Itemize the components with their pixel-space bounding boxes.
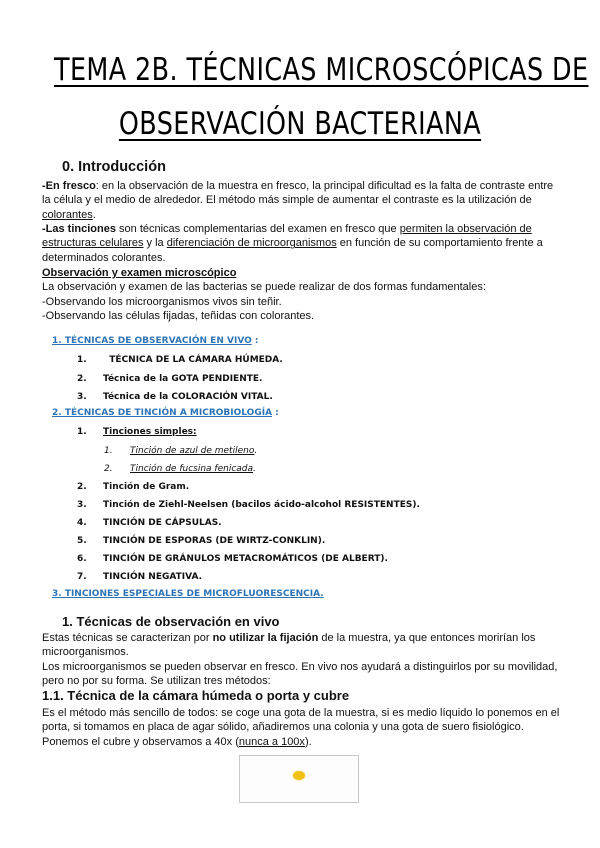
toc-item — [77, 536, 325, 546]
toc-section-1-colon: : — [251, 336, 259, 346]
toc-item-text: Técnica de la COLORACIÓN VITAL. — [103, 392, 273, 402]
section-1-p1b: no utilizar la fijación — [212, 632, 319, 644]
tinciones-text2: y la — [143, 237, 167, 250]
toc-item-number: 6. — [77, 554, 87, 564]
toc-item — [77, 392, 273, 402]
toc-item — [77, 554, 388, 564]
toc-item-text: Tinción de Ziehl-Neelsen (bacilos ácido-alcohol RESISTENTES). — [103, 500, 420, 510]
toc-item — [77, 427, 197, 437]
section-1-heading: 1. Técnicas de observación en vivo — [62, 614, 280, 629]
tinciones-label: -Las tinciones — [42, 223, 116, 235]
toc-item-text: TINCIÓN DE GRÁNULOS METACROMÁTICOS (DE ALBERT). — [103, 554, 388, 564]
toc-subitem — [104, 464, 256, 474]
toc-section-2-colon: : — [272, 408, 279, 418]
toc-item-number: 5. — [77, 536, 87, 546]
toc-subitem-text: Tinción de azul de metileno — [130, 446, 255, 456]
toc-item-number: 1. — [77, 355, 87, 365]
section-1-paragraph-2: Los microorganismos se pueden observar en fresco. En vivo nos ayudará a distinguirlos por su movilidad, pero no por su forma. Se utilizan tres métodos: — [42, 661, 558, 688]
toc-section-2-title: 2. TÉCNICAS DE TINCIÓN A MICROBIOLOGÍA — [52, 408, 273, 418]
tinciones-text1: son técnicas complementarias del examen en fresco que — [115, 223, 400, 235]
toc-subitem — [104, 446, 257, 456]
toc-item — [77, 482, 189, 492]
observacion-line2: -Observando los microorganismos vivos sin teñir. — [42, 295, 282, 308]
toc-subitem-end: . — [253, 464, 256, 474]
toc-item — [77, 572, 202, 582]
fresco-text: : en la observación de la muestra en fresco, la principal dificultad es la falta de contraste entre la célula y el medio de alrededor. El método más simple de aumentar el contraste es la utilización de — [42, 180, 554, 207]
toc-item — [77, 518, 222, 528]
section-1-p1a: Estas técnicas se caracterizan por — [42, 632, 213, 644]
page-title-line2: OBSERVACIÓN BACTERIANA — [118, 106, 482, 142]
toc-item-text: Tinciones simples: — [103, 427, 197, 437]
colorantes-link: colorantes — [42, 208, 93, 221]
page-title-line1: TEMA 2B. TÉCNICAS MICROSCÓPICAS DE — [54, 52, 589, 88]
section-1-paragraph-1 — [42, 631, 562, 660]
toc-item — [77, 374, 262, 384]
toc-subitem-text: Tinción de fucsina fenicada — [130, 464, 254, 474]
section-1-1-end: ). — [304, 735, 312, 748]
observacion-line1: La observación y examen de las bacterias se puede realizar de dos formas fundamentales: — [42, 281, 486, 294]
toc-item-number: 3. — [77, 500, 87, 510]
toc-item-text: TINCIÓN NEGATIVA. — [103, 572, 203, 582]
toc-item — [77, 500, 420, 510]
toc-item-number: 7. — [77, 572, 87, 582]
sample-drop-icon — [293, 771, 305, 780]
toc-section-3 — [52, 589, 324, 599]
nunca-100x-highlight: nunca a 100x — [238, 735, 305, 748]
toc-subitem-number: 1. — [104, 446, 113, 456]
toc-item-text: TINCIÓN DE ESPORAS (DE WIRTZ-CONKLIN). — [103, 536, 326, 546]
toc-section-3-title: 3. TINCIONES ESPECIALES DE MICROFLUORESCENCIA. — [52, 589, 324, 599]
fresco-label: -En fresco — [42, 180, 96, 192]
section-1-1-heading: 1.1. Técnica de la cámara húmeda o porta y cubre — [42, 688, 350, 703]
fresco-end: . — [92, 208, 96, 221]
toc-item-text: Técnica de la GOTA PENDIENTE. — [103, 374, 263, 384]
section-1-p1c: de la muestra, ya que entonces morirían los microorganismos. — [42, 632, 536, 659]
toc-item-number: 3. — [77, 392, 87, 402]
observacion-heading: Observación y examen microscópico — [42, 267, 237, 279]
intro-paragraph-tinciones — [42, 222, 562, 265]
section-1-1-text: Es el método más sencillo de todos: se coge una gota de la muestra, si es medio líquido lo ponemos en el porta, si tomamos en placa de agar sólido, añadiremos una colonia y una gota de suero fisiológico. Ponemos el cubre y observamos a 40x ( — [42, 707, 560, 748]
toc-subitem-end: . — [254, 446, 258, 456]
toc-item-text: TÉCNICA DE LA CÁMARA HÚMEDA. — [109, 355, 283, 365]
toc-item-number: 2. — [77, 482, 87, 492]
observacion-line3: -Observando las células fijadas, teñidas con colorantes. — [42, 310, 315, 323]
toc-item-number: 4. — [77, 518, 87, 528]
intro-paragraph-fresco — [42, 179, 562, 222]
toc-section-2 — [52, 408, 279, 418]
toc-section-1-title: 1. TÉCNICAS DE OBSERVACIÓN EN VIVO — [52, 336, 252, 346]
tinciones-text3: en función de su comportamiento frente a determinados colorantes. — [42, 237, 543, 264]
toc-item-text: TINCIÓN DE CÁPSULAS. — [103, 518, 222, 528]
toc-item-number: 1. — [77, 427, 87, 437]
observacion-block — [42, 266, 562, 324]
toc-item — [77, 355, 283, 365]
toc-section-1 — [52, 336, 259, 346]
section-1-1-paragraph — [42, 706, 562, 749]
toc-subitem-number: 2. — [104, 464, 113, 474]
intro-heading: 0. Introducción — [62, 159, 166, 175]
tinciones-highlight2: diferenciación de microorganismos — [166, 237, 337, 250]
toc-item-text: Tinción de Gram. — [103, 482, 190, 492]
tinciones-highlight1: permiten la observación de estructuras celulares — [42, 223, 532, 250]
microscope-image — [239, 755, 359, 803]
toc-item-number: 2. — [77, 374, 87, 384]
